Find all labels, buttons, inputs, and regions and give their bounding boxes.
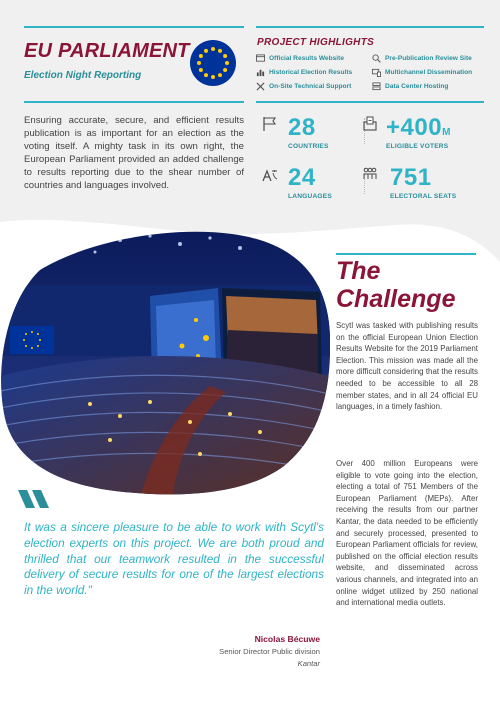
highlight-label: Historical Election Results xyxy=(269,69,353,76)
highlight-item xyxy=(256,54,344,63)
highlight-label: Multichannel Dissemination xyxy=(385,69,473,76)
server-icon xyxy=(372,82,381,91)
challenge-title-line2: Challenge xyxy=(336,285,456,313)
header-rule-left xyxy=(24,26,244,28)
eu-flag-icon xyxy=(190,40,236,86)
intro-rule xyxy=(24,101,244,103)
tools-icon xyxy=(256,82,265,91)
bar-chart-icon xyxy=(256,68,265,77)
stat-countries xyxy=(288,116,329,150)
highlight-item xyxy=(372,68,472,77)
highlight-label: On-Site Technical Support xyxy=(269,83,352,90)
stat-languages xyxy=(288,166,332,200)
stat-label: COUNTRIES xyxy=(288,143,329,150)
stat-label: ELECTORAL SEATS xyxy=(390,193,457,200)
flag-icon xyxy=(262,116,278,132)
challenge-rule xyxy=(336,253,476,255)
parliament-hemicycle-photo xyxy=(0,226,330,498)
highlight-label: Pre-Publication Review Site xyxy=(385,55,472,62)
page-title: EU PARLIAMENT xyxy=(24,40,190,62)
highlights-title: PROJECT HIGHLIGHTS xyxy=(257,37,375,48)
stat-voters xyxy=(386,116,451,150)
challenge-title-line1: The xyxy=(336,257,381,285)
ballot-box-icon xyxy=(362,116,378,132)
quote-mark-icon xyxy=(18,486,58,512)
stats-rule xyxy=(256,101,484,103)
stat-value: +400 xyxy=(386,114,443,141)
quote-author-org: Kantar xyxy=(297,659,320,668)
stat-value: 28 xyxy=(288,114,316,141)
testimonial-quote: It was a sincere pleasure to be able to work with Scytl's election experts on this project. We are both proud and thrilled that our teamwork resulted in the successful delivery of secure results for one of the largest elections in the world." xyxy=(24,520,324,598)
stat-value: 751 xyxy=(390,164,432,191)
highlight-item xyxy=(372,54,472,63)
stat-label: LANGUAGES xyxy=(288,193,332,200)
challenge-paragraph-2: Over 400 million Europeans were eligible to vote going into the election, electing a total of 751 Members of the European Parliament (MEPs). After receiving the results from our partner Kantar, the data needed to be efficiently and securely processed, presented to European Parliament officials for review, published on the official election results website, and disseminated across various channels, and integrated into an online widget utilized by 250 national and international media outlets. xyxy=(336,459,478,608)
magnifier-icon xyxy=(372,54,381,63)
intro-paragraph: Ensuring accurate, secure, and efficient results publication is as important for an election as the voting itself. A mighty task in its own right, the European Parliament provided an added challenge to results reporting due to the shear number of countries and languages involved. xyxy=(24,115,244,192)
highlight-label: Data Center Hosting xyxy=(385,83,449,90)
people-icon xyxy=(362,166,378,182)
translation-icon xyxy=(262,168,278,184)
page-subtitle: Election Night Reporting xyxy=(24,70,142,81)
stat-value: 24 xyxy=(288,164,316,191)
challenge-paragraph-1: Scytl was tasked with publishing results on the official European Union Election Results Website for the 2019 Parliament Election. This mission was made all the more difficult considering that the results needed to be accessible to all 28 member states, and in all 24 official EU languages, in a timely fashion. xyxy=(336,321,478,412)
highlight-item xyxy=(256,82,351,91)
devices-icon xyxy=(372,68,381,77)
quote-author-name: Nicolas Bécuwe xyxy=(254,634,320,644)
header-rule-right xyxy=(256,26,484,28)
highlight-item xyxy=(256,68,352,77)
challenge-title xyxy=(336,257,455,313)
stat-seats xyxy=(390,166,456,200)
globe-icon xyxy=(256,54,265,63)
stat-unit: M xyxy=(442,127,451,138)
highlight-item xyxy=(372,82,448,91)
highlight-label: Official Results Website xyxy=(269,55,344,62)
stat-label: ELIGIBLE VOTERS xyxy=(386,143,449,150)
quote-author-role: Senior Director Public division xyxy=(219,647,320,656)
